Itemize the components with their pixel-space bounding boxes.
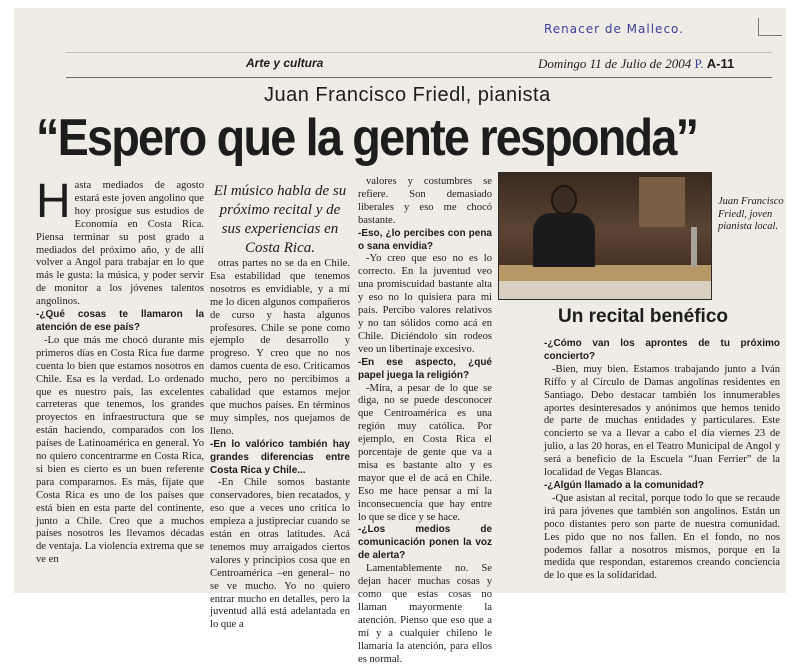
article-column-3 <box>358 176 492 665</box>
interview-question: -¿Los medios de comunicación ponen la voz de alerta? <box>358 524 492 562</box>
page-number: A-11 <box>706 56 735 71</box>
interview-answer: -Yo creo que eso no es lo correcto. En la juventud veo una promiscuidad bastante alta y eso no lo quisiera para mi país. Percibo valores relativos y no tan sólidos como acá en Chile. Diciéndolo sin rodeos veo un libertinaje excesivo. <box>358 253 492 355</box>
interview-question: -En lo valórico también hay grandes diferencias entre Costa Rica y Chile... <box>210 438 350 476</box>
photo-pianist-head <box>551 185 577 215</box>
date-text: Domingo 11 de Julio de 2004 <box>538 56 692 71</box>
photo-lamp <box>691 227 697 267</box>
photo-pianist-body <box>533 213 595 267</box>
photo-caption: Juan Francisco Friedl, joven pianista local. <box>718 196 784 232</box>
interview-answer: -Lo que más me chocó durante mis primeros días en Costa Rica fue darme cuenta lo bien que estamos nosotros en Chile. Esa es la verdad. Lo ordenado que es nuestro país, las excelentes carreteras que tenemos, los grandes proyectos en infraestructura que se están haciendo, comparados con los países de Latinoamérica en general. Yo no quiero concentrarme en Costa Rica, si bien es cierto es un buen referente para compararnos. Es más, fíjate que Costa Rica es uno de los países que está bien en esta parte del continente, junto a Chile. Creo que a muchos países nosotros les llevamos décadas de ventaja. La violencia extrema que se ve en <box>36 334 204 566</box>
article-column-4 <box>544 338 780 592</box>
interview-question: -Eso, ¿lo percibes con pena o sana envidia? <box>358 227 492 252</box>
article-column-2 <box>210 258 350 631</box>
article-column-1 <box>36 175 204 592</box>
interview-answer: -Bien, muy bien. Estamos trabajando junto a Iván Riffo y al Círculo de Damas angolinas residentes en Santiago. Debo destacar también los innumerables aportes desinteresados y anónimos que hemos tenido de parte de muchas entidades y particulares. Este concierto se va a llevar a cabo el día viernes 23 de julio, a las 20 horas, en el Teatro Municipal de Angol y será a beneficio de la Escuela “Juan Ferrier” de la localidad de Vegas Blancas. <box>544 363 780 479</box>
drop-cap: H <box>36 175 71 228</box>
interview-question: -En ese aspecto, ¿qué papel juega la religión? <box>358 356 492 381</box>
photo-piano <box>499 265 711 281</box>
section-label: Arte y cultura <box>246 56 324 70</box>
interview-answer: -Que asistan al recital, porque todo lo que se recaude irá para jóvenes que también son angolinos. Están un poco distantes pero son parte de nuestra comunidad. Les pido que no nos fallen. En el fondo, no nos podemos fallar a nosotros mismos, porque en la medida que respondan, estaremos creando conciencia de lo que es la solidaridad. <box>544 492 780 582</box>
dateline <box>538 56 734 72</box>
interview-answer: otras partes no se da en Chile. Esa estabilidad que tenemos nosotros es envidiable, y a mí me lo dicen algunos compañeros de curso y hasta algunos profesores. Chile se pone como ejemplo de desarrollo y progreso. Y creo que no nos damos cuenta de eso. Criticamos mucho, pero no percibimos a cabalidad que estamos mejor que muchos países. En términos muy simples, nos quejamos de lleno. <box>210 258 350 437</box>
pianist-photo <box>498 172 712 300</box>
interview-answer: -En Chile somos bastante conservadores, bien recatados, y eso que a veces uno critica lo empieza a justipreciar cuando se están en otras latitudes. Acá tenemos muy arraigados ciertos valores y principios cosa que en Centroamérica –en general– no se ve mucho. Yo no quiero entrar mucho en detalles, pero la juventud allá está adelantada en lo que a <box>210 477 350 631</box>
interview-question: -¿Algún llamado a la comunidad? <box>544 479 705 491</box>
kicker: Juan Francisco Friedl, pianista <box>264 84 551 106</box>
photo-background <box>639 177 685 227</box>
interview-question: -¿Cómo van los aprontes de tu próximo concierto? <box>544 338 780 362</box>
handwritten-p-mark: P. <box>694 56 704 71</box>
corner-mark <box>758 18 782 36</box>
subhead: Un recital benéfico <box>558 306 728 327</box>
intro-paragraph: asta mediados de agosto estará este joven angolino que hoy prosigue sus estudios de Economía en Costa Rica. Piensa terminar su post grado a mediados del próximo año, y de allí volver a Angol para trabajar en lo que más le gusta: la música, y poder servir de monitor a los jóvenes talentos angolinos. <box>36 180 204 308</box>
interview-question: -¿Qué cosas te llamaron la atención de ese país? <box>36 309 204 333</box>
interview-answer: Lamentablemente no. Se dejan hacer muchas cosas y como que estas cosas no llaman mayormente la atención. Pienso que eso que a mí y a cualquier chileno le llamaría la atención, para ellos es normal. <box>358 563 492 665</box>
interview-answer: -Mira, a pesar de lo que se diga, no se puede desconocer que Centroamérica es una región muy católica. Por ejemplo, en Costa Rica el porcentaje de gente que va a misa es bastante alto y es mayor que el de acá en Chile. Eso me hace pensar a mí la inconsecuencia que hay entre lo que se dice y se hace. <box>358 382 492 523</box>
interview-answer: valores y costumbres se refiere. Son demasiado liberales y eso me chocó bastante. <box>358 176 492 226</box>
headline: “Espero que la gente responda” <box>36 109 698 167</box>
deck: El músico habla de su próximo recital y de sus experiencias en Costa Rica. <box>213 183 347 256</box>
handwritten-source-note: Renacer de Malleco. <box>544 22 684 36</box>
newspaper-clipping <box>14 8 786 665</box>
